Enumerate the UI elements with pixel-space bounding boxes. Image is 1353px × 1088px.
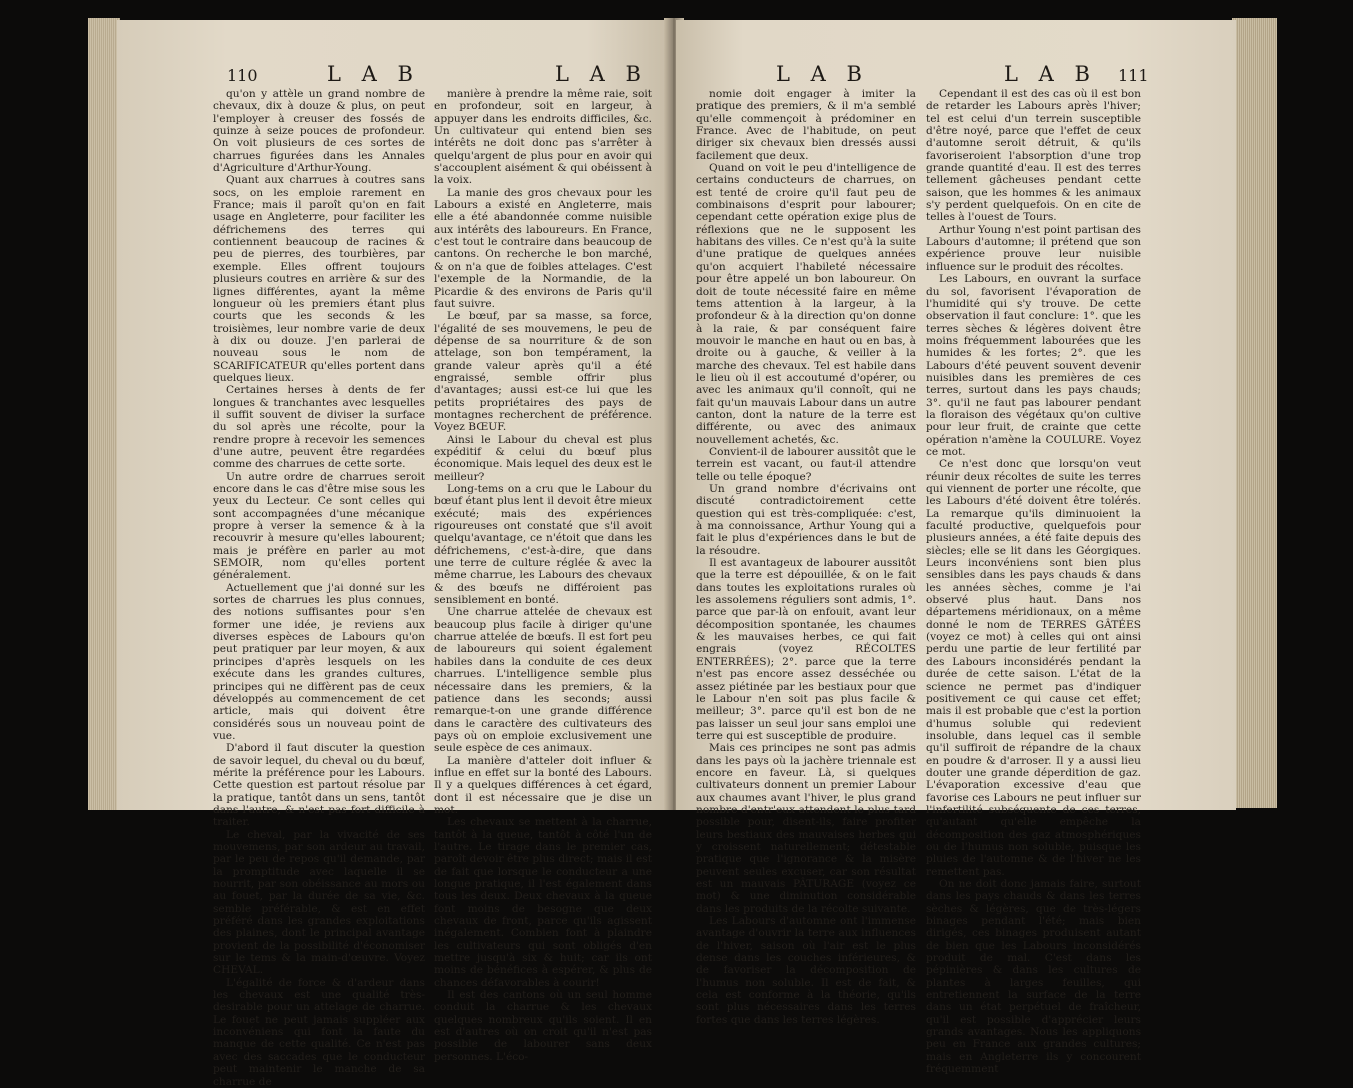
paragraph: Quant aux charrues à coutres sans socs, on les emploie rarement en France; mais il paroît qu'on en fait usage en Angleterre, pour faciliter les défrichemens des terres qui contiennent beaucoup de racines & peu de pierres, des tourbières, par exemple. Elles offrent toujours plusieurs coutres en arrière & sur des lignes différentes, ayant la même longueur où les premiers étant plus courts que les seconds & les troisièmes, leur nombre varie de deux à dix ou douze. J'en parlerai de nouveau sous le nom de SCARIFICATEUR qu'elles portent dans quelques lieux. (213, 174, 425, 384)
paragraph: nomie doit engager à imiter la pratique des premiers, & il m'a semblé qu'elle commençoit à prédominer en France. Avec de l'habitude, on peut diriger six chevaux bien dressés aussi facilement que deux. (696, 88, 916, 162)
paragraph: D'abord il faut discuter la question de savoir lequel, du cheval ou du bœuf, mérite la préférence pour les Labours. Cette question est partout résolue par la pratique, tantôt dans un sens, tantôt dans l'autre, & n'est pas fort difficile à traiter. (213, 742, 425, 829)
paragraph: Un autre ordre de charrues seroit encore dans le cas d'être mise sous les yeux du Lecteur. Ce sont celles qui sont accompagnées d'une mécanique propre à verser la semence & à la recouvrir à mesure qu'elles labourent; mais je préfère en parler au mot SEMOIR, nom qu'elles portent généralement. (213, 470, 425, 582)
paragraph: Les Labours, en ouvrant la surface du sol, favorisent l'évaporation de l'humidité qui s'y trouve. De cette observation il faut conclure: 1°. que les terres sèches & légères doivent être moins fréquemment labourées que les humides & les fortes; 2°. que les Labours d'été peuvent souvent devenir nuisibles dans les premières de ces terres, surtout dans les pays chauds; 3°. qu'il ne faut pas labourer pendant la floraison des végétaux qu'on cultive pour leur fruit, de crainte que cette opération n'amène la COULURE. Voyez ce mot. (926, 273, 1141, 458)
paragraph: La manie des gros chevaux pour les Labours a existé en Angleterre, mais elle a été abandonnée comme nuisible aux intérêts des laboureurs. En France, c'est tout le contraire dans beaucoup de cantons. On recherche le bon marché, & on n'a que de foibles attelages. C'est l'exemple de la Normandie, de la Picardie & des environs de Paris qu'il faut suivre. (434, 186, 652, 310)
paragraph: Le bœuf, par sa masse, sa force, l'égalité de ses mouvemens, le peu de dépense de sa nourriture & de son attelage, son bon tempérament, la grande valeur après qu'il a été engraissé, semble offrir plus d'avantages; aussi est-ce lui que les petits propriétaires des pays de montagnes recherchent de préférence. Voyez BŒUF. (434, 310, 652, 434)
paragraph: Les Labours d'automne ont l'immense avantage d'ouvrir la terre aux influences de l'hiver, saison où l'air est le plus dense dans les couches inférieures, & de favoriser la décomposition de l'humus non soluble. Il est de fait, & cela est conforme à la théorie, qu'ils sont plus nécessaires dans les terres fortes que dans les terres légères. (696, 915, 916, 1026)
paragraph: Il est avantageux de labourer aussitôt que la terre est dépouillée, & on le fait dans toutes les exploitations rurales où les assolemens réguliers sont admis, 1°. parce que par-là on enfouit, avant leur décomposition spontanée, les chaumes & les mauvaises herbes, ce qui fait engrais (voyez RÉCOLTES ENTERRÉES); 2°. parce que la terre n'est pas encore assez desséchée ou assez piétinée par les bestiaux pour que le Labour n'en soit pas plus facile & meilleur; 3°. parce qu'il est bon de ne pas laisser un seul jour sans emploi une terre qui est susceptible de produire. (696, 557, 916, 742)
left-page-edges (88, 18, 120, 810)
paragraph: Les chevaux se mettent à la charrue, tantôt à la queue, tantôt à côté l'un de l'autre. Le tirage dans le premier cas, paroît devoir être plus direct; mais il est de fait que lorsque le conducteur a une longue pratique, il l'est également dans tous les deux. Deux chevaux à la queue font moins de besogne que deux chevaux de front, parce qu'ils agissent inégalement. Combien font à plaindre les cultivateurs qui sont obligés d'en mettre jusqu'à six & huit; car ils ont moins de bénéfices à espérer, & plus de chances défavorables à courir! (434, 816, 652, 989)
paragraph: Quand on voit le peu d'intelligence de certains conducteurs de charrues, on est tenté de croire qu'il faut peu de combinaisons d'esprit pour labourer; cependant cette opération exige plus de réflexions que ne le supposent les habitans des villes. Ce n'est qu'à la suite d'une pratique de quelques années qu'on acquiert l'habileté nécessaire pour être appelé un bon laboureur. On doit de toute nécessité faire en même tems attention à la largeur, à la profondeur & à la direction qu'on donne à la raie, & par conséquent faire mouvoir le manche en haut ou en bas, à droite ou à gauche, & veiller à la marche des chevaux. Tel est habile dans le lieu où il est accoutumé d'opérer, ou avec les animaux qu'il connoît, qui ne fait qu'un mauvais Labour dans un autre canton, dont la nature de la terre est différente, ou avec des animaux nouvellement achetés, &c. (696, 162, 916, 446)
left-page (117, 20, 670, 1088)
right-page (676, 20, 1236, 1076)
left-page-column-2 (434, 88, 652, 1063)
left-running-head-left: L A B (327, 62, 420, 86)
left-page-number: 110 (227, 66, 258, 85)
paragraph: La manière d'atteler doit influer & influe en effet sur la bonté des Labours. Il y a quelques différences à cet égard, dont il est nécessaire que je dise un mot. (434, 754, 652, 816)
right-page-edges (1232, 18, 1277, 808)
paragraph: Un grand nombre d'écrivains ont discuté contradictoirement cette question qui est très-compliquée: c'est, à ma connoissance, Arthur Young qui a fait le plus d'expériences dans le but de la résoudre. (696, 483, 916, 557)
left-running-head-right: L A B (555, 62, 648, 86)
paragraph: Long-tems on a cru que le Labour du bœuf étant plus lent il devoit être mieux exécuté; mais des expériences rigoureuses ont constaté que s'il avoit quelqu'avantage, ce n'étoit que dans les défrichemens, c'est-à-dire, que dans une terre de culture réglée & avec la même charrue, les Labours des chevaux & des bœufs ne différoient pas sensiblement en bonté. (434, 483, 652, 607)
paragraph: Une charrue attelée de chevaux est beaucoup plus facile à diriger qu'une charrue attelée de bœufs. Il est fort peu de laboureurs qui soient également habiles dans la conduite de ces deux charrues. L'intelligence semble plus nécessaire dans les premiers, & la patience dans les seconds; aussi remarque-t-on une grande différence dans le caractère des cultivateurs des pays où on emploie exclusivement une seule espèce de ces animaux. (434, 606, 652, 755)
paragraph: qu'on y attèle un grand nombre de chevaux, dix à douze & plus, on peut l'employer à creuser des fossés de quinze à seize pouces de profondeur. On voit plusieurs de ces sortes de charrues figurées dans les Annales d'Agriculture d'Arthur-Young. (213, 88, 425, 175)
paragraph: On ne doit donc jamais faire, surtout dans les pays chauds & dans les terres sèches & légères, que de très-légers binages pendant l'été; mais bien dirigés, ces binages produisent autant de bien que les Labours inconsidérés produit de mal. C'est dans les pépinières & dans les cultures de plantes à larges feuilles, qui entretiennent la surface de la terre dans un état perpétuel de fraîcheur, qu'il est possible d'apprécier leurs grands avantages. Nous les appliquons peu en France aux grandes cultures; mais en Angleterre ils y concourent fréquemment (926, 878, 1141, 1076)
paragraph: Mais ces principes ne sont pas admis dans les pays où la jachère triennale est encore en faveur. Là, si quelques cultivateurs donnent un premier Labour aux chaumes avant l'hiver, le plus grand nombre d'entr'eux attendent le plus tard possible pour, disent-ils, faire profiter leurs bestiaux des mauvaises herbes qui y croissent naturellement; détestable pratique que l'ignorance & la misère peuvent seules excuser, car son résultat est un mauvais PÂTURAGE (voyez ce mot) & une diminution considérable dans les produits de la récolte suivante. (696, 742, 916, 915)
left-page-column-1 (213, 88, 425, 1088)
right-page-column-2 (926, 88, 1141, 1076)
paragraph: L'égalité de force & d'ardeur dans les chevaux est une qualité très-desirable pour un attelage de charrue. Le fouet ne peut jamais suppléer aux inconvéniens qui font la faute du manque de cette qualité. Ce n'est pas avec des saccades que le conducteur peut maintenir le manche de sa charrue de (213, 976, 425, 1088)
paragraph: Certaines herses à dents de fer longues & tranchantes avec lesquelles il suffit souvent de diviser la surface du sol après une récolte, pour la rendre propre à recevoir les semences d'une autre, peuvent être regardées comme des charrues de cette sorte. (213, 384, 425, 471)
right-page-column-1 (696, 88, 916, 1026)
paragraph: Ce n'est donc que lorsqu'on veut réunir deux récoltes de suite les terres qui viennent de porter une récolte, que les Labours d'été doivent être tolérés. La remarque qu'ils diminuoient la faculté productive, quelquefois pour plusieurs années, a été faite depuis des siècles; elle se lit dans les Géorgiques. Leurs inconvéniens sont bien plus sensibles dans les pays chauds & dans les années sèches, comme je l'ai observé plus haut. Dans nos départemens méridionaux, on a même donné le nom de TERRES GÂTÉES (voyez ce mot) à celles qui ont ainsi perdu une partie de leur fertilité par des Labours inconsidérés pendant la durée de cette saison. L'état de la science ne permet pas d'indiquer positivement ce qui cause cet effet; mais il est probable que c'est la portion d'humus soluble qui redevient insoluble, dans lequel cas il semble qu'il suffiroit de répandre de la chaux en poudre & d'arroser. Il y a aussi lieu douter une grande déperdition de gaz. L'évaporation excessive d'eau que favorise ces Labours ne peut influer sur l'infertilité subséquente de ces terres, qu'autant qu'elle empêche la décomposition des gaz atmosphériques ou de l'humus non soluble, puisque les pluies de l'automne & de l'hiver ne les remettent pas. (926, 458, 1141, 878)
paragraph: Convient-il de labourer aussitôt que le terrein est vacant, ou faut-il attendre telle ou telle époque? (696, 445, 916, 483)
paragraph: Il est des cantons où un seul homme conduit la charrue & les chevaux quelques nombreux qu'ils soient. Il en est d'autres où on croit qu'il n'est pas possible de labourer sans deux personnes. L'éco- (434, 989, 652, 1063)
right-page-number: 111 (1118, 66, 1149, 85)
right-running-head-right: L A B (1004, 62, 1097, 86)
paragraph: Ainsi le Labour du cheval est plus expéditif & celui du bœuf plus économique. Mais lequel des deux est le meilleur? (434, 433, 652, 483)
paragraph: Le cheval, par la vivacité de ses mouvemens, par son ardeur au travail, par le peu de repos qu'il demande, par la promptitude avec laquelle il se nourrit, par son obéissance au mors ou au fouet, par la durée de sa vie, &c. semble préférable, & est en effet préféré dans les grandes exploitations des plaines, dont le principal avantage provient de la possibilité d'économiser sur le tems & la main-d'œuvre. Voyez CHEVAL. (213, 828, 425, 977)
right-running-head-left: L A B (776, 62, 869, 86)
paragraph: Arthur Young n'est point partisan des Labours d'automne; il prétend que son expérience prouve leur nuisible influence sur le produit des récoltes. (926, 223, 1141, 273)
paragraph: manière à prendre la même raie, soit en profondeur, soit en largeur, à appuyer dans les endroits difficiles, &c. Un cultivateur qui entend bien ses intérêts ne doit donc pas s'arrêter à quelqu'argent de plus pour en avoir qui s'accouplent aisément & qui obéissent à la voix. (434, 88, 652, 187)
paragraph: Actuellement que j'ai donné sur les sortes de charrues les plus connues, des notions suffisantes pour s'en former une idée, je reviens aux diverses espèces de Labours qu'on peut pratiquer par leur moyen, & aux principes d'après lesquels on les exécute dans les grandes cultures, principes qui ne diffèrent pas de ceux développés au commencement de cet article, mais qui doivent être considérés sous un nouveau point de vue. (213, 581, 425, 742)
paragraph: Cependant il est des cas où il est bon de retarder les Labours après l'hiver; tel est celui d'un terrein susceptible d'être noyé, parce que l'effet de ceux d'automne seroit détruit, & qu'ils favoriseroient l'absorption d'une trop grande quantité d'eau. Il est des terres tellement gâcheuses pendant cette saison, que les hommes & les animaux s'y perdent quelquefois. On en cite de telles à l'ouest de Tours. (926, 88, 1141, 224)
